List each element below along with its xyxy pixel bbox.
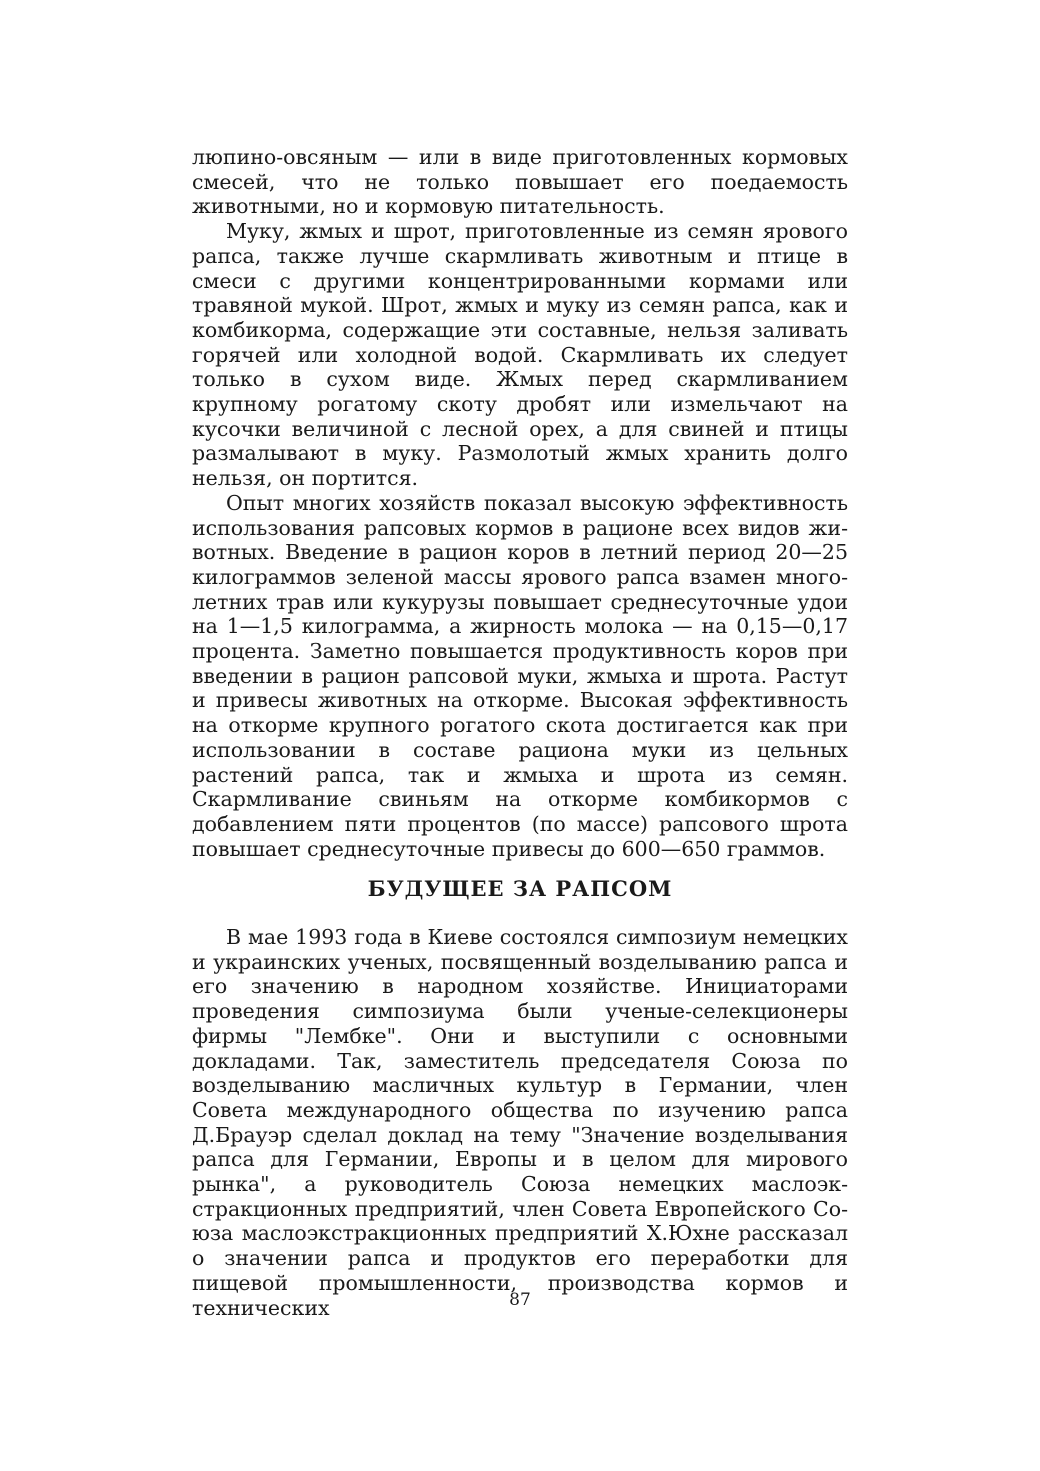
- paragraph-feed-preparation: Муку, жмых и шрот, приготовленные из семян ярового рапса, также лучше скармливать животным и птице в смеси с другими концентрированными кормами или травяной мукой. Шрот, жмых и муку из семян рапса, как и комбикорма, содержащие эти составные, нельзя заливать горячей или холодной водой. Скармливать их следует только в сухом виде. Жмых перед скармливанием крупному рогатому скоту дробят или измельчают на кусочки величиной с лесной орех, а для свиней и птицы размалывают в муку. Размолотый жмых хранить долго нельзя, он портится.: [192, 219, 848, 491]
- paragraph-symposium: В мае 1993 года в Киеве состоялся симпозиум немецких и украинских ученых, посвященный возделыванию рапса и его значению в народном хозяйстве. Инициаторами проведения симпозиума были ученые-селекционеры фирмы "Лембке". Они и выступили с основными докладами. Так, заместитель председателя Союза по возделыванию масличных культур в Германии, член Совета международного общества по изучению рапса Д.Брауэр сделал доклад на тему "Значение возделывания рапса для Германии, Европы и в целом для мирового рынка", а руководитель Союза немецких маслоэкстракционных предприятий, член Совета Европейского Союза маслоэкстракционных предприятий Х.Юхне рассказал о значении рапса и продуктов его переработки для пищевой промышленности, производства кормов и технических: [192, 925, 848, 1320]
- section-heading: БУДУЩЕЕ ЗА РАПСОМ: [367, 876, 673, 901]
- paragraph-continuation: люпино-овсяным — или в виде приготовленных кормовых смесей, что не только повышает его поедаемость животными, но и кормовую питательность.: [192, 145, 848, 219]
- page-number: 87: [509, 1290, 531, 1310]
- body-text-top: [192, 145, 848, 861]
- body-text-bottom: [192, 925, 848, 1320]
- paragraph-feeding-effectiveness: Опыт многих хозяйств показал высокую эффективность использования рапсовых кормов в рационе всех видов животных. Введение в рацион коров в летний период 20—25 килограммов зеленой массы ярового рапса взамен многолетних трав или кукурузы повышает среднесуточные удои на 1—1,5 килограмма, а жирность молока — на 0,15—0,17 процента. Заметно повышается продуктивность коров при введении в рацион рапсовой муки, жмыха и шрота. Растут и привесы животных на откорме. Высокая эффективность на откорме крупного рогатого скота достигается как при использовании в составе рациона муки из цельных растений рапса, так и жмыха и шрота из семян. Скармливание свиньям на откорме комбикормов с добавлением пяти процентов (по массе) рапсового шрота повышает среднесуточные привесы до 600—650 граммов.: [192, 490, 848, 861]
